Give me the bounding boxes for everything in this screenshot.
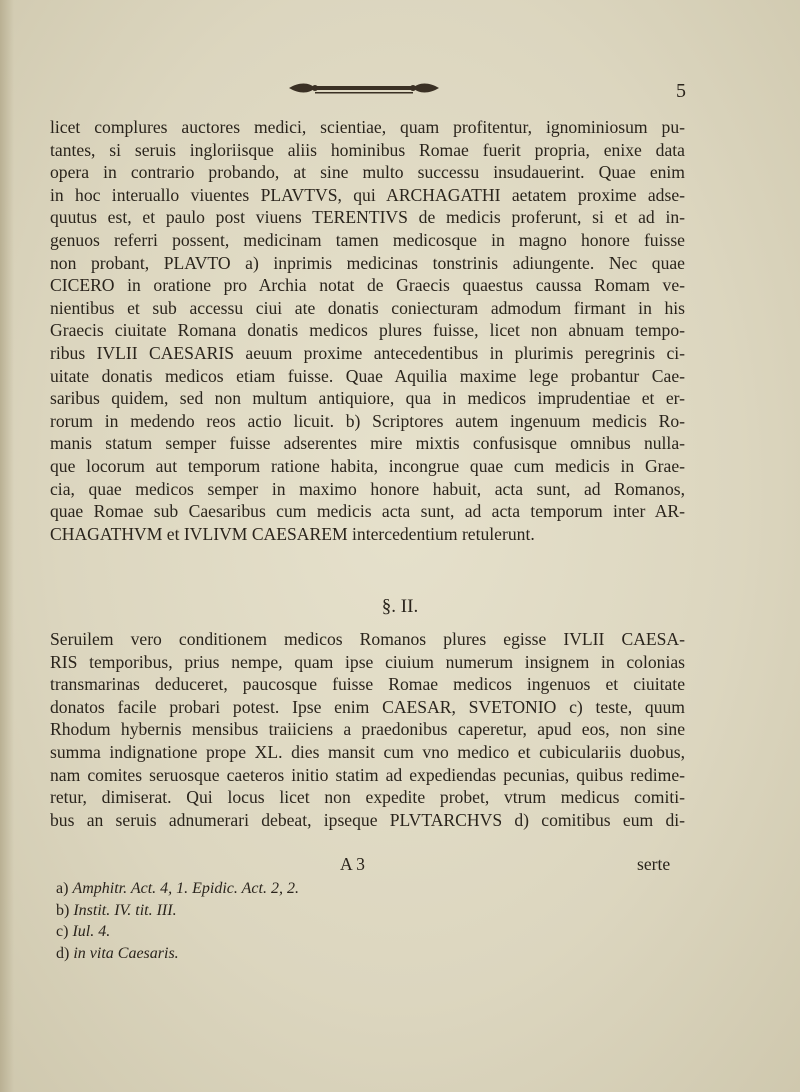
text-line: Seruilem vero conditionem medicos Romanos plures egisse IVLII CAESA- [50, 629, 685, 649]
footnote-mark: d) [56, 944, 74, 962]
text-line: retur, dimiserat. Qui locus licet non expedite probet, vtrum medicus comiti- [50, 787, 685, 808]
footnote [56, 943, 456, 965]
text-line: in hoc interuallo viuentes PLAVTVS, qui ARCHAGATHI aetatem proxime adse- [50, 184, 685, 205]
footnote-mark: c) [56, 923, 73, 940]
text-line: tantes, si seruis ingloriisque aliis hominibus Romae fuerit propria, enixe data [50, 139, 685, 160]
text-line: genuos referri possent, medicinam tamen medicosque in magno honore fuisse [50, 229, 685, 250]
text-line: cia, quae medicos semper in maximo honore habuit, acta sunt, ad Romanos, [50, 478, 685, 499]
text-line: rorum in medendo reos actio licuit. b) Scriptores autem ingenuum medicis Ro- [50, 410, 685, 431]
text-line: saribus quidem, sed non multum antiquiore, qua in medicos imprudentiae et er- [50, 388, 685, 409]
section-heading: §. II. [381, 596, 419, 617]
footnote [56, 921, 456, 943]
text-line: Rhodum hybernis mensibus traiiciens a praedonibus caperetur, apud eos, non sine [50, 719, 685, 740]
footnotes [56, 878, 456, 964]
text-line: donatos facile probari potest. Ipse enim CAESAR, SVETONIO c) teste, quum [50, 696, 685, 717]
page-edge-shadow [0, 0, 14, 1092]
text-line: opera in contrario probando, at sine multo successu insudauerint. Quae enim [50, 162, 685, 183]
footnote [56, 878, 456, 900]
text-line: CHAGATHVM et IVLIVM CAESAREM intercedentium retulerunt. [50, 523, 535, 544]
text-line: que locorum aut temporum ratione habita, incongrue quae cum medicis in Grae- [50, 455, 685, 476]
page-number: 5 [676, 80, 686, 102]
footnote-text: Iul. 4. [72, 923, 111, 940]
footnote-mark: a) [56, 880, 73, 897]
text-line: CICERO in oratione pro Archia notat de Graecis quaestus caussa Romam ve- [50, 275, 685, 296]
text-line: quae Romae sub Caesaribus cum medicis acta sunt, ad acta temporum inter AR- [50, 501, 685, 522]
footnote-text: Amphitr. Act. 4, 1. Epidic. Act. 2, 2. [72, 880, 299, 897]
text-line: nientibus et sub accessu ciui ate donatis coniecturam admodum firmant in his [50, 297, 685, 318]
signature-mark: A 3 [340, 854, 365, 874]
paragraph-1 [50, 116, 685, 545]
footnote-text: in vita Caesaris. [73, 944, 179, 962]
text-line: non probant, PLAVTO a) inprimis medicinas tonstrinis adiungente. Nec quae [50, 252, 685, 273]
header-ornament [285, 80, 443, 96]
text-line: ribus IVLII CAESARIS aeuum proxime antecedentibus in plurimis peregrinis ci- [50, 342, 685, 363]
footnote [56, 900, 456, 922]
text-line: manis statum semper fuisse adserentes mire mixtis confusisque omnibus nulla- [50, 433, 685, 454]
text-line: transmarinas deduceret, paucosque fuisse Romae medicos ingenuos et ciuitate [50, 674, 685, 695]
footnote-text: Instit. IV. tit. III. [73, 901, 177, 919]
text-line: summa indignatione prope XL. dies mansit cum vno medico et cubiculariis duobus, [50, 741, 685, 762]
paragraph-2 [50, 628, 685, 831]
catchword: serte [637, 854, 671, 874]
text-line: licet complures auctores medici, scientiae, quam profitentur, ignominiosum pu- [50, 117, 685, 137]
text-line: RIS temporibus, prius nempe, quam ipse ciuium numerum insignem in colonias [50, 651, 685, 672]
text-line: bus an seruis adnumerari debeat, ipseque PLVTARCHVS d) comitibus eum di- [50, 809, 685, 830]
text-line: uitate donatis medicos etiam fuisse. Quae Aquilia maxime lege probantur Cae- [50, 365, 685, 386]
text-line: nam comites seruosque caeteros initio statim ad expediendas pecunias, quibus redime- [50, 764, 685, 785]
text-line: quutus est, et paulo post viuens TERENTIVS de medicis proferunt, si et ad in- [50, 207, 685, 228]
footnote-mark: b) [56, 901, 74, 919]
text-line: Graecis ciuitate Romana donatis medicos plures fuisse, licet non abnuam tempo- [50, 320, 685, 341]
